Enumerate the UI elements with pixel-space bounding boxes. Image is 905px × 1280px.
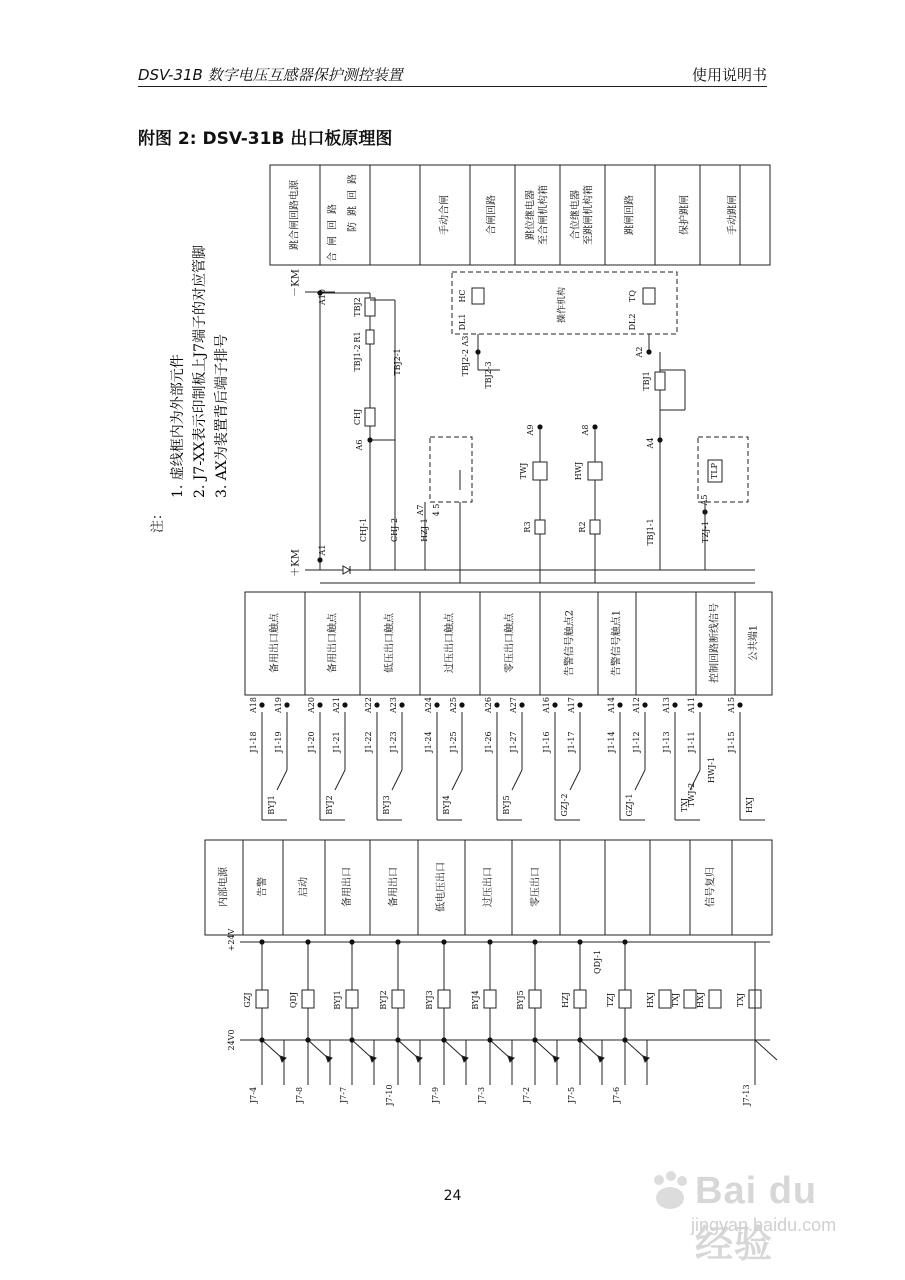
top-table-cell: 合位继电器 (570, 190, 582, 240)
labels (217, 168, 760, 1107)
terminal-label: A5 (700, 494, 709, 506)
middle-table-cell: 零压出口触点 (504, 613, 516, 673)
component-label: CHJ-2 (390, 517, 399, 543)
component-label: TWJ (519, 462, 528, 480)
relay-coil (529, 990, 541, 1008)
component-label: TBJ2-3 (484, 361, 493, 389)
relay-coil (346, 990, 358, 1008)
wire (335, 770, 345, 790)
junction-dot (697, 702, 702, 707)
component-label: TXJ (671, 992, 680, 1008)
junction-dot (399, 702, 404, 707)
pin-label: J7-7 (339, 1086, 348, 1104)
terminal-label: A8 (581, 424, 590, 436)
transistor-arrow-icon (598, 1056, 604, 1062)
supply-pos: ＋KM (290, 549, 302, 577)
relay-coil (619, 990, 631, 1008)
junction-dot (487, 1037, 492, 1042)
terminal-label: J1-20 (307, 731, 316, 753)
terminal-label: J1-17 (567, 731, 576, 753)
top-table-cell: 至跳闸机构箱 (583, 185, 595, 245)
bottom-table-cell: 告警 (257, 877, 269, 897)
component-label: TBJ1-2 (353, 344, 362, 372)
component-label: BYJ3 (425, 990, 434, 1010)
terminal-label: J1-14 (607, 731, 616, 753)
note-item: 2. J7-XX表示印制板上J7端子的对应管脚 (192, 244, 208, 498)
component-label: HXJ (745, 797, 754, 813)
component-label: TBJ1 (642, 371, 651, 391)
component-label: TBJ2-1 (393, 348, 402, 376)
component-label: TQ (628, 290, 637, 302)
junction-dot (487, 939, 492, 944)
relay-coil (684, 990, 696, 1008)
pin-label: 4 5 (432, 503, 441, 517)
junction-dot (374, 702, 379, 707)
top-table-cell: 合闸回路 (327, 198, 339, 262)
junction-dot (284, 702, 289, 707)
terminal-label: A4 (646, 437, 655, 449)
transistor-arrow-icon (326, 1056, 332, 1062)
component-label: HZJ-1 (420, 518, 429, 542)
pin-label: J7-3 (477, 1086, 486, 1104)
junction-dot (672, 702, 677, 707)
top-table (270, 165, 770, 265)
junction-dot (537, 424, 542, 429)
component-label: TBJ1-1 (646, 518, 655, 546)
component-label: BYJ3 (382, 795, 391, 815)
middle-table-cell: 过压出口触点 (444, 613, 456, 673)
supply-label: 24V0 (227, 1029, 236, 1051)
terminal-label: J1-12 (632, 731, 641, 753)
component-label: DL2 (628, 313, 637, 331)
component-label: BYJ4 (471, 990, 480, 1010)
junction-dot (552, 702, 557, 707)
junction-dot (519, 702, 524, 707)
component-label: TXJ (736, 992, 745, 1008)
component-label: HWJ-1 (707, 756, 716, 784)
watermark-url: jingyan.baidu.com (691, 1215, 837, 1235)
junction-dot (441, 1037, 446, 1042)
component-label: BYJ4 (442, 795, 451, 815)
terminal-label: TBJ2-2 A3 (461, 335, 470, 377)
terminal-label: J1-23 (389, 731, 398, 753)
junction-dot (577, 702, 582, 707)
terminal-label: A18 (249, 697, 258, 713)
component-label: R2 (578, 521, 587, 533)
component-label: BYJ5 (516, 990, 525, 1010)
pin-label: J7-10 (385, 1084, 394, 1106)
supply-label: +24V (227, 928, 236, 952)
terminal-label: A12 (632, 697, 641, 713)
page-number: 24 (443, 1188, 462, 1204)
middle-table-cell: 备用出口触点 (327, 613, 339, 673)
junction-dot (622, 939, 627, 944)
relay-coil (709, 990, 721, 1008)
terminal-label: A25 (449, 697, 458, 713)
terminal-label: J1-26 (484, 731, 493, 753)
terminal-label: A10 (318, 289, 327, 305)
transistor-arrow-icon (280, 1056, 286, 1062)
terminal-label: J1-22 (364, 731, 373, 753)
component-label: HWJ (574, 461, 583, 481)
bottom-table-cell: 备用出口 (342, 867, 353, 907)
relay-coil (392, 990, 404, 1008)
relay-coil (659, 990, 671, 1008)
relay-coil (365, 408, 375, 426)
pin-label: J7-4 (249, 1086, 258, 1104)
junction-dot (259, 1037, 264, 1042)
component-label: CHJ-1 (359, 517, 368, 543)
top-table-cell: 防跳回路 (347, 168, 359, 232)
transistor-arrow-icon (370, 1056, 376, 1062)
pin-label: J7-5 (567, 1086, 576, 1104)
top-table-cell: 跳合闸回路电源 (289, 180, 301, 250)
relay-coil (438, 990, 450, 1008)
header-left: DSV-31B 数字电压互感器保护测控装置 (138, 66, 403, 84)
junction-dot (459, 702, 464, 707)
component-label: HXJ (696, 992, 705, 1008)
junction-dot (395, 939, 400, 944)
wire (452, 770, 462, 790)
resistor (590, 520, 600, 534)
bottom-table-cell: 过压出口 (483, 867, 494, 907)
wire (392, 770, 402, 790)
junction-dot (494, 702, 499, 707)
top-table-cell: 手动合闸 (439, 195, 451, 235)
middle-table-cell: 告警信号触点1 (611, 609, 623, 677)
pin-label: J7-6 (612, 1086, 621, 1104)
wire (277, 770, 287, 790)
component-label: DL1 (458, 313, 467, 331)
component-label: BYJ5 (502, 795, 511, 815)
junction-dot (259, 702, 264, 707)
component-label: TBJ2 (353, 297, 362, 317)
relay-coil (588, 462, 602, 480)
component-label: TWJ-2 (687, 782, 696, 808)
terminal-label: J1-13 (662, 731, 671, 753)
transistor-arrow-icon (553, 1056, 559, 1062)
junction-dot (577, 939, 582, 944)
component-label: HC (458, 289, 467, 303)
terminal-label: J1-27 (509, 731, 518, 753)
component-label: R1 (353, 331, 362, 343)
component-label: BYJ1 (333, 990, 342, 1010)
watermark-brand: Bai du 经验 (695, 1170, 818, 1266)
component-label: HXJ (646, 992, 655, 1008)
component-label: QDJ (289, 991, 298, 1009)
junction-dot (305, 939, 310, 944)
relay-coil (655, 372, 665, 390)
notes (151, 245, 231, 533)
relay-coil (472, 288, 484, 304)
junction-dot (592, 424, 597, 429)
terminal-label: A7 (416, 504, 425, 516)
component-label: R3 (523, 521, 532, 533)
junction-dot (657, 437, 662, 442)
transistor-arrow-icon (508, 1056, 514, 1062)
terminal-label: A11 (687, 697, 696, 713)
middle-table-cell: 控制回路断线信号 (709, 603, 721, 683)
junction-dot (475, 349, 480, 354)
wire (755, 1040, 777, 1060)
terminal-label: J1-25 (449, 731, 458, 753)
supply-neg: －KM (290, 269, 302, 297)
bottom-table-cell: 内部电源 (218, 867, 230, 907)
component-label: BYJ2 (325, 795, 334, 815)
top-table-cell: 跳位继电器 (525, 190, 537, 240)
wire (635, 770, 645, 790)
pin-label: J7-9 (431, 1086, 440, 1104)
junction-dot (532, 1037, 537, 1042)
bottom-table-cell: 信号复归 (705, 867, 717, 907)
component-label: QDJ-1 (593, 950, 602, 974)
terminal-label: J1-19 (274, 731, 283, 753)
relay-coil (256, 990, 268, 1008)
resistor (366, 330, 374, 344)
terminal-label: J1-11 (687, 731, 696, 753)
terminal-label: A20 (307, 697, 316, 713)
terminal-label: A9 (526, 424, 535, 436)
junction-dot (317, 557, 322, 562)
pin-label: J7-8 (295, 1086, 304, 1104)
junction-dot (349, 1037, 354, 1042)
transistor-arrow-icon (416, 1056, 422, 1062)
junction-dot (577, 1037, 582, 1042)
terminal-label: A13 (662, 697, 671, 713)
bottom-table-cell: 启动 (298, 877, 310, 897)
middle-table-cell: 公共端1 (748, 624, 760, 662)
terminal-label: A16 (542, 697, 551, 713)
junction-dot (617, 702, 622, 707)
relay-coil (365, 298, 375, 316)
terminal-label: J1-24 (424, 731, 433, 753)
terminal-label: A23 (389, 697, 398, 713)
terminal-label: A15 (727, 697, 736, 713)
component-label: TZJ-1 (701, 521, 710, 543)
external-box (430, 437, 472, 502)
terminal-label: A21 (332, 697, 341, 713)
terminal-label: J1-15 (727, 731, 736, 753)
junction-dot (737, 702, 742, 707)
terminal-label: A26 (484, 697, 493, 713)
terminal-label: A24 (424, 697, 433, 713)
junction-dot (646, 349, 651, 354)
transistor-arrow-icon (462, 1056, 468, 1062)
middle-table-cell: 低压出口触点 (384, 613, 396, 673)
terminal-label: A22 (364, 697, 373, 713)
top-table-cell: 合闸回路 (486, 195, 498, 235)
relay-coil (302, 990, 314, 1008)
top-table-cell: 保护跳闸 (679, 195, 691, 235)
terminal-label: A2 (635, 346, 644, 358)
terminal-label: A19 (274, 697, 283, 713)
component-label: GZJ-1 (625, 793, 634, 817)
component-label: CHJ (353, 408, 362, 426)
terminal-label: A6 (355, 439, 364, 451)
wire (570, 770, 580, 790)
notes-heading: 注： (150, 506, 166, 534)
component-label: TLP (710, 462, 719, 480)
component-label: GZJ (243, 992, 252, 1008)
pin-label: J7-13 (742, 1084, 751, 1106)
external-box (698, 437, 748, 502)
junction-dot (259, 939, 264, 944)
terminal-label: A17 (567, 697, 576, 713)
junction-dot (532, 939, 537, 944)
junction-dot (305, 1037, 310, 1042)
top-table-cell: 跳闸回路 (624, 195, 636, 235)
top-table-cell: 至合闸机构箱 (538, 185, 550, 245)
junction-dot (349, 939, 354, 944)
component-label: GZJ-2 (560, 793, 569, 817)
component-label: TXJ (680, 797, 689, 813)
relay-coil (533, 462, 547, 480)
figure-title: 附图 2: DSV-31B 出口板原理图 (138, 129, 393, 149)
bottom-table-cell: 零压出口 (530, 867, 542, 907)
terminal-label: A27 (509, 697, 518, 713)
header-right: 使用说明书 (691, 66, 767, 84)
note-item: 3. AX为装置背后端子排号 (214, 334, 230, 498)
junction-dot (642, 702, 647, 707)
junction-dot (395, 1037, 400, 1042)
junction-dot (342, 702, 347, 707)
component-label: HZJ (561, 992, 570, 1008)
wire (512, 770, 522, 790)
diode-icon (343, 566, 350, 574)
terminal-label: J1-18 (249, 731, 258, 753)
middle-table-cell: 备用出口触点 (269, 613, 281, 673)
middle-table-cell: 告警信号触点2 (564, 609, 576, 677)
terminal-label: J1-21 (332, 731, 341, 753)
paw-logo-icon (647, 1168, 693, 1214)
transistor-arrow-icon (643, 1056, 649, 1062)
component-label: BYJ1 (267, 795, 276, 815)
relay-coil (574, 990, 586, 1008)
component-label: TZJ (606, 992, 615, 1008)
bottom-table-cell: 备用出口 (388, 867, 400, 907)
relay-coil (484, 990, 496, 1008)
component-label: BYJ2 (379, 990, 388, 1010)
watermark (645, 1160, 845, 1266)
terminal-label: J1-16 (542, 731, 551, 753)
junction-dot (441, 939, 446, 944)
note-item: 1. 虚线框内为外部元件 (170, 354, 186, 498)
mechanism-label: 操作机构 (557, 286, 568, 324)
junction-dot (434, 702, 439, 707)
pin-label: J7-2 (522, 1086, 531, 1104)
terminal-label: A14 (607, 697, 616, 713)
junction-dot (317, 702, 322, 707)
junction-dot (622, 1037, 627, 1042)
bottom-table-cell: 低电压出口 (436, 862, 447, 912)
junction-dot (367, 437, 372, 442)
terminal-label: A1 (318, 544, 327, 556)
top-table-cell: 手动跳闸 (727, 195, 739, 235)
resistor (535, 520, 545, 534)
relay-coil (643, 288, 655, 304)
